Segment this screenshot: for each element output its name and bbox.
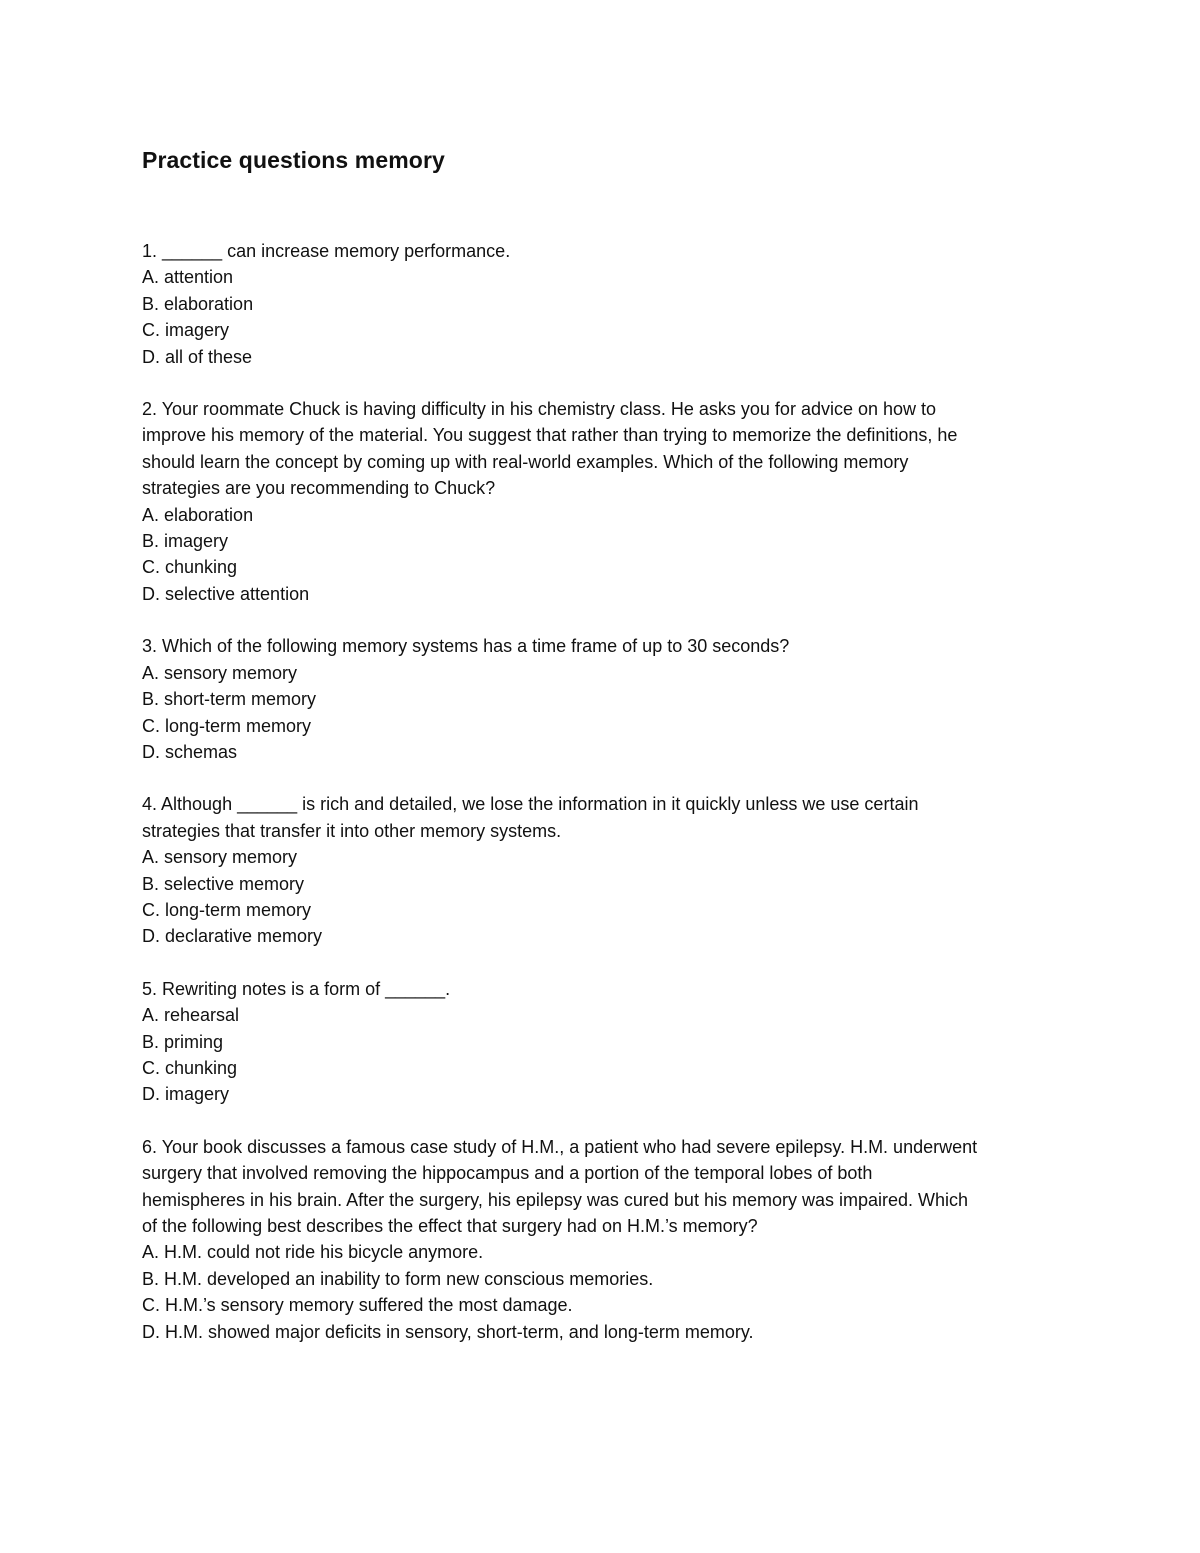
answer-option-c: C. chunking bbox=[142, 1057, 238, 1078]
answer-option-a: A. attention bbox=[142, 267, 234, 288]
question-text: of the following best describes the effect that surgery had on H.M.’s memory? bbox=[142, 1216, 758, 1236]
answer-option-a: A. sensory memory bbox=[142, 662, 298, 683]
answer-option-d: D. selective attention bbox=[142, 583, 310, 604]
question-1 bbox=[142, 238, 1072, 370]
document-title: Practice questions memory bbox=[142, 147, 445, 173]
question-text: 2. Your roommate Chuck is having difficulty in his chemistry class. He asks you for advice on how to bbox=[142, 399, 937, 420]
answer-option-c: C. imagery bbox=[142, 320, 230, 341]
answer-option-b: B. elaboration bbox=[142, 293, 254, 314]
question-2 bbox=[142, 396, 1072, 607]
question-text: surgery that involved removing the hippocampus and a portion of the temporal lobes of both bbox=[142, 1163, 873, 1184]
question-5 bbox=[142, 976, 1072, 1108]
answer-option-d: D. declarative memory bbox=[142, 926, 323, 947]
answer-option-c: C. chunking bbox=[142, 557, 238, 578]
answer-option-d: D. H.M. showed major deficits in sensory, short-term, and long-term memory. bbox=[142, 1321, 754, 1342]
answer-option-b: B. short-term memory bbox=[142, 689, 317, 710]
question-text: 4. Although ______ is rich and detailed, we lose the information in it quickly unless we use certain bbox=[142, 794, 919, 815]
question-text: should learn the concept by coming up with real-world examples. Which of the following memory bbox=[142, 451, 909, 472]
question-text: strategies are you recommending to Chuck? bbox=[142, 478, 496, 499]
question-text: hemispheres in his brain. After the surgery, his epilepsy was cured but his memory was impaired. Which bbox=[142, 1189, 969, 1210]
answer-option-d: D. imagery bbox=[142, 1084, 230, 1105]
question-6 bbox=[142, 1134, 1072, 1345]
answer-option-a: A. H.M. could not ride his bicycle anymore. bbox=[142, 1242, 484, 1263]
answer-option-b: B. priming bbox=[142, 1031, 224, 1052]
answer-option-c: C. H.M.’s sensory memory suffered the most damage. bbox=[142, 1295, 573, 1316]
document-page bbox=[142, 140, 1072, 1371]
question-text: 3. Which of the following memory systems has a time frame of up to 30 seconds? bbox=[142, 636, 790, 657]
question-text: 5. Rewriting notes is a form of ______. bbox=[142, 978, 451, 999]
answer-option-a: A. elaboration bbox=[142, 504, 254, 525]
question-text: strategies that transfer it into other memory systems. bbox=[142, 820, 562, 841]
answer-option-b: B. imagery bbox=[142, 531, 229, 552]
answer-option-c: C. long-term memory bbox=[142, 899, 312, 920]
answer-option-b: B. H.M. developed an inability to form new conscious memories. bbox=[142, 1268, 654, 1289]
answer-option-c: C. long-term memory bbox=[142, 715, 312, 736]
answer-option-a: A. rehearsal bbox=[142, 1005, 240, 1026]
answer-option-d: D. schemas bbox=[142, 741, 238, 762]
answer-option-b: B. selective memory bbox=[142, 873, 305, 894]
question-3 bbox=[142, 633, 1072, 765]
question-4 bbox=[142, 791, 1072, 949]
answer-option-d: D. all of these bbox=[142, 346, 253, 367]
question-text: 6. Your book discusses a famous case study of H.M., a patient who had severe epilepsy. H.M. underwent bbox=[142, 1136, 978, 1157]
question-text: 1. ______ can increase memory performance. bbox=[142, 241, 511, 261]
question-text: improve his memory of the material. You suggest that rather than trying to memorize the definitions, he bbox=[142, 425, 958, 446]
answer-option-a: A. sensory memory bbox=[142, 847, 298, 868]
